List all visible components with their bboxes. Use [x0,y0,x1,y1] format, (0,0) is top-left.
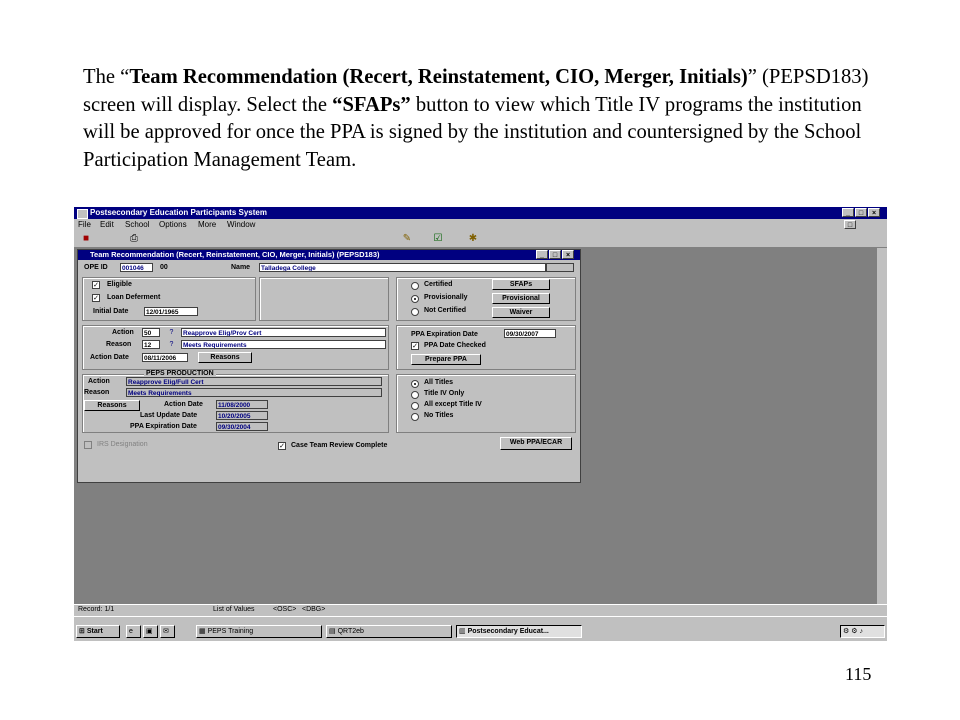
certified-label: Certified [424,281,453,288]
menu-file[interactable]: File [78,220,91,229]
blank-group [259,277,389,321]
taskbar-item-qrt2eb[interactable]: ▤ QRT2eb [326,625,452,638]
form-title: Team Recommendation (Recert, Reinstatement, CIO, Merger, Initials) (PEPSD183) [90,250,380,259]
vertical-scrollbar[interactable] [877,248,887,604]
prepare-ppa-button[interactable]: Prepare PPA [411,354,481,365]
action-code-field[interactable]: 50 [142,328,160,337]
record-indicator: Record: 1/1 [78,606,115,613]
provisional-button[interactable]: Provisional [492,293,550,304]
irs-designation-checkbox [84,441,92,449]
ppa-date-checked-checkbox[interactable]: ✓ [412,343,418,350]
titles-group [396,374,576,433]
no-titles-radio[interactable] [411,413,419,421]
edit-pencil-icon[interactable]: ✎ [399,232,415,245]
title-iv-only-label: Title IV Only [424,390,465,397]
reason-label: Reason [106,341,132,348]
windows-taskbar [74,616,887,641]
quicklaunch-desktop-icon[interactable]: ▣ [143,625,158,638]
case-team-checkbox[interactable]: ✓ [279,443,285,450]
form-maximize-button[interactable]: □ [549,250,561,259]
initial-date-label: Initial Date [93,308,129,315]
app-window-controls [842,208,880,217]
provisionally-radio[interactable] [411,295,419,303]
last-update-label: Last Update Date [140,412,198,419]
name-field-extension [546,263,574,272]
form-window-controls [536,250,574,259]
app-small-icon: ▥ [459,628,466,635]
list-of-values-indicator: List of Values [213,606,255,613]
maximize-button[interactable]: □ [855,208,867,217]
case-team-label: Case Team Review Complete [291,442,388,449]
taskbar-item-peps[interactable]: ▥ Postsecondary Educat... [456,625,582,638]
sfaps-reference: “SFAPs” [332,93,411,116]
sfaps-button[interactable]: SFAPs [492,279,550,290]
ope-id-label: OPE ID [84,264,108,271]
all-titles-radio[interactable] [411,380,419,388]
app-titlebar [74,207,887,219]
name-label: Name [231,264,251,271]
quicklaunch-email-icon[interactable]: ✉ [160,625,175,638]
quicklaunch-ie-icon[interactable]: e [126,625,141,638]
menu-school[interactable]: School [125,220,150,229]
app-icon [77,209,88,219]
not-certified-label: Not Certified [424,307,466,314]
peps-production-label: PEPS PRODUCTION [146,370,214,377]
page-number: 115 [845,664,872,684]
loan-deferment-label: Loan Deferment [107,294,161,301]
team-recommendation-window [77,249,581,483]
reason-desc-field: Meets Requirements [181,340,386,349]
loan-deferment-checkbox[interactable]: ✓ [93,295,99,302]
last-update-field: 10/20/2005 [216,411,268,420]
minimize-button[interactable]: _ [842,208,854,217]
prod-reason-label: Reason [84,389,110,396]
action-date-label: Action Date [90,354,129,361]
initial-date-field[interactable]: 12/01/1965 [144,307,198,316]
system-tray: ⚙ ⚙ ♪ [840,625,885,638]
osc-indicator: <OSC> [273,606,297,613]
web-ppa-ecar-button[interactable]: Web PPA/ECAR [500,437,572,450]
app-title: Postsecondary Education Participants System [90,208,267,217]
close-button[interactable]: × [868,208,880,217]
menu-bar [74,219,887,230]
screen-name: Team Recommendation (Recert, Reinstatement, CIO, Merger, Initials) [129,66,748,88]
ppt-icon: ▦ [199,628,206,635]
ope-suffix: 00 [160,264,168,271]
ppa-exp-label: PPA Expiration Date [411,331,478,338]
eligible-label: Eligible [107,281,132,288]
action-label: Action [112,329,134,336]
query-icon[interactable]: ✱ [465,232,481,245]
ppa-exp-field[interactable]: 09/30/2007 [504,329,556,338]
all-except-label: All except Title IV [424,401,482,408]
menu-options[interactable]: Options [159,220,187,229]
form-close-button[interactable]: × [562,250,574,259]
reasons-button[interactable]: Reasons [198,352,252,363]
title-iv-only-radio[interactable] [411,391,419,399]
prod-action-label: Action [88,378,110,385]
doc-icon: ▤ [329,628,336,635]
prod-action-field: Reapprove Elig/Full Cert [126,377,382,386]
toolbar [74,230,887,248]
exit-icon[interactable]: ■ [78,232,94,245]
windows-logo-icon: ⊞ [79,628,85,635]
menu-window-controls [844,220,856,229]
taskbar-item-peps-training[interactable]: ▦ PEPS Training [196,625,322,638]
print-icon[interactable]: ⎙ [126,232,142,245]
prod-action-date-label: Action Date [164,401,203,408]
prod-reason-field: Meets Requirements [126,388,382,397]
waiver-button[interactable]: Waiver [492,307,550,318]
name-field[interactable]: Talladega College [259,263,546,272]
action-lov-icon[interactable]: ? [169,329,174,336]
ope-id-field[interactable]: 001046 [120,263,153,272]
irs-designation-label: IRS Designation [97,441,148,448]
reason-code-field[interactable]: 12 [142,340,160,349]
prod-action-date-field: 11/08/2000 [216,400,268,409]
status-bar [74,604,887,616]
action-desc-field: Reapprove Elig/Prov Cert [181,328,386,337]
ppa-date-checked-label: PPA Date Checked [424,342,486,349]
not-certified-radio[interactable] [411,308,419,316]
checklist-icon[interactable]: ☑ [430,232,446,245]
slide-caption: The “Team Recommendation (Recert, Reinstatement, CIO, Merger, Initials)” (PEPSD183) screen will display. Select the “SFAPs” button to view which Title IV programs the institution will be approved for once the PPA is signed by the institution and countersigned by the School Participation Management Team. [83,66,869,171]
prod-ppa-exp-label: PPA Expiration Date [130,423,197,430]
form-minimize-button[interactable]: _ [536,250,548,259]
all-except-radio[interactable] [411,402,419,410]
certified-radio[interactable] [411,282,419,290]
menu-window[interactable]: Window [227,220,256,229]
start-button[interactable]: ⊞ Start [76,625,120,638]
provisionally-label: Provisionally [424,294,468,301]
eligible-checkbox[interactable]: ✓ [93,282,99,289]
form-titlebar [78,250,580,260]
prod-ppa-exp-field: 09/30/2004 [216,422,268,431]
app-screenshot [74,207,887,641]
action-date-field[interactable]: 08/11/2006 [142,353,188,362]
no-titles-label: No Titles [424,412,454,419]
prod-reasons-button[interactable]: Reasons [84,400,140,411]
menu-edit[interactable]: Edit [100,220,114,229]
reason-lov-icon[interactable]: ? [169,341,174,348]
mdi-restore-button[interactable]: □ [844,220,856,229]
menu-more[interactable]: More [198,220,217,229]
all-titles-label: All Titles [424,379,454,386]
dbg-indicator: <DBG> [302,606,326,613]
